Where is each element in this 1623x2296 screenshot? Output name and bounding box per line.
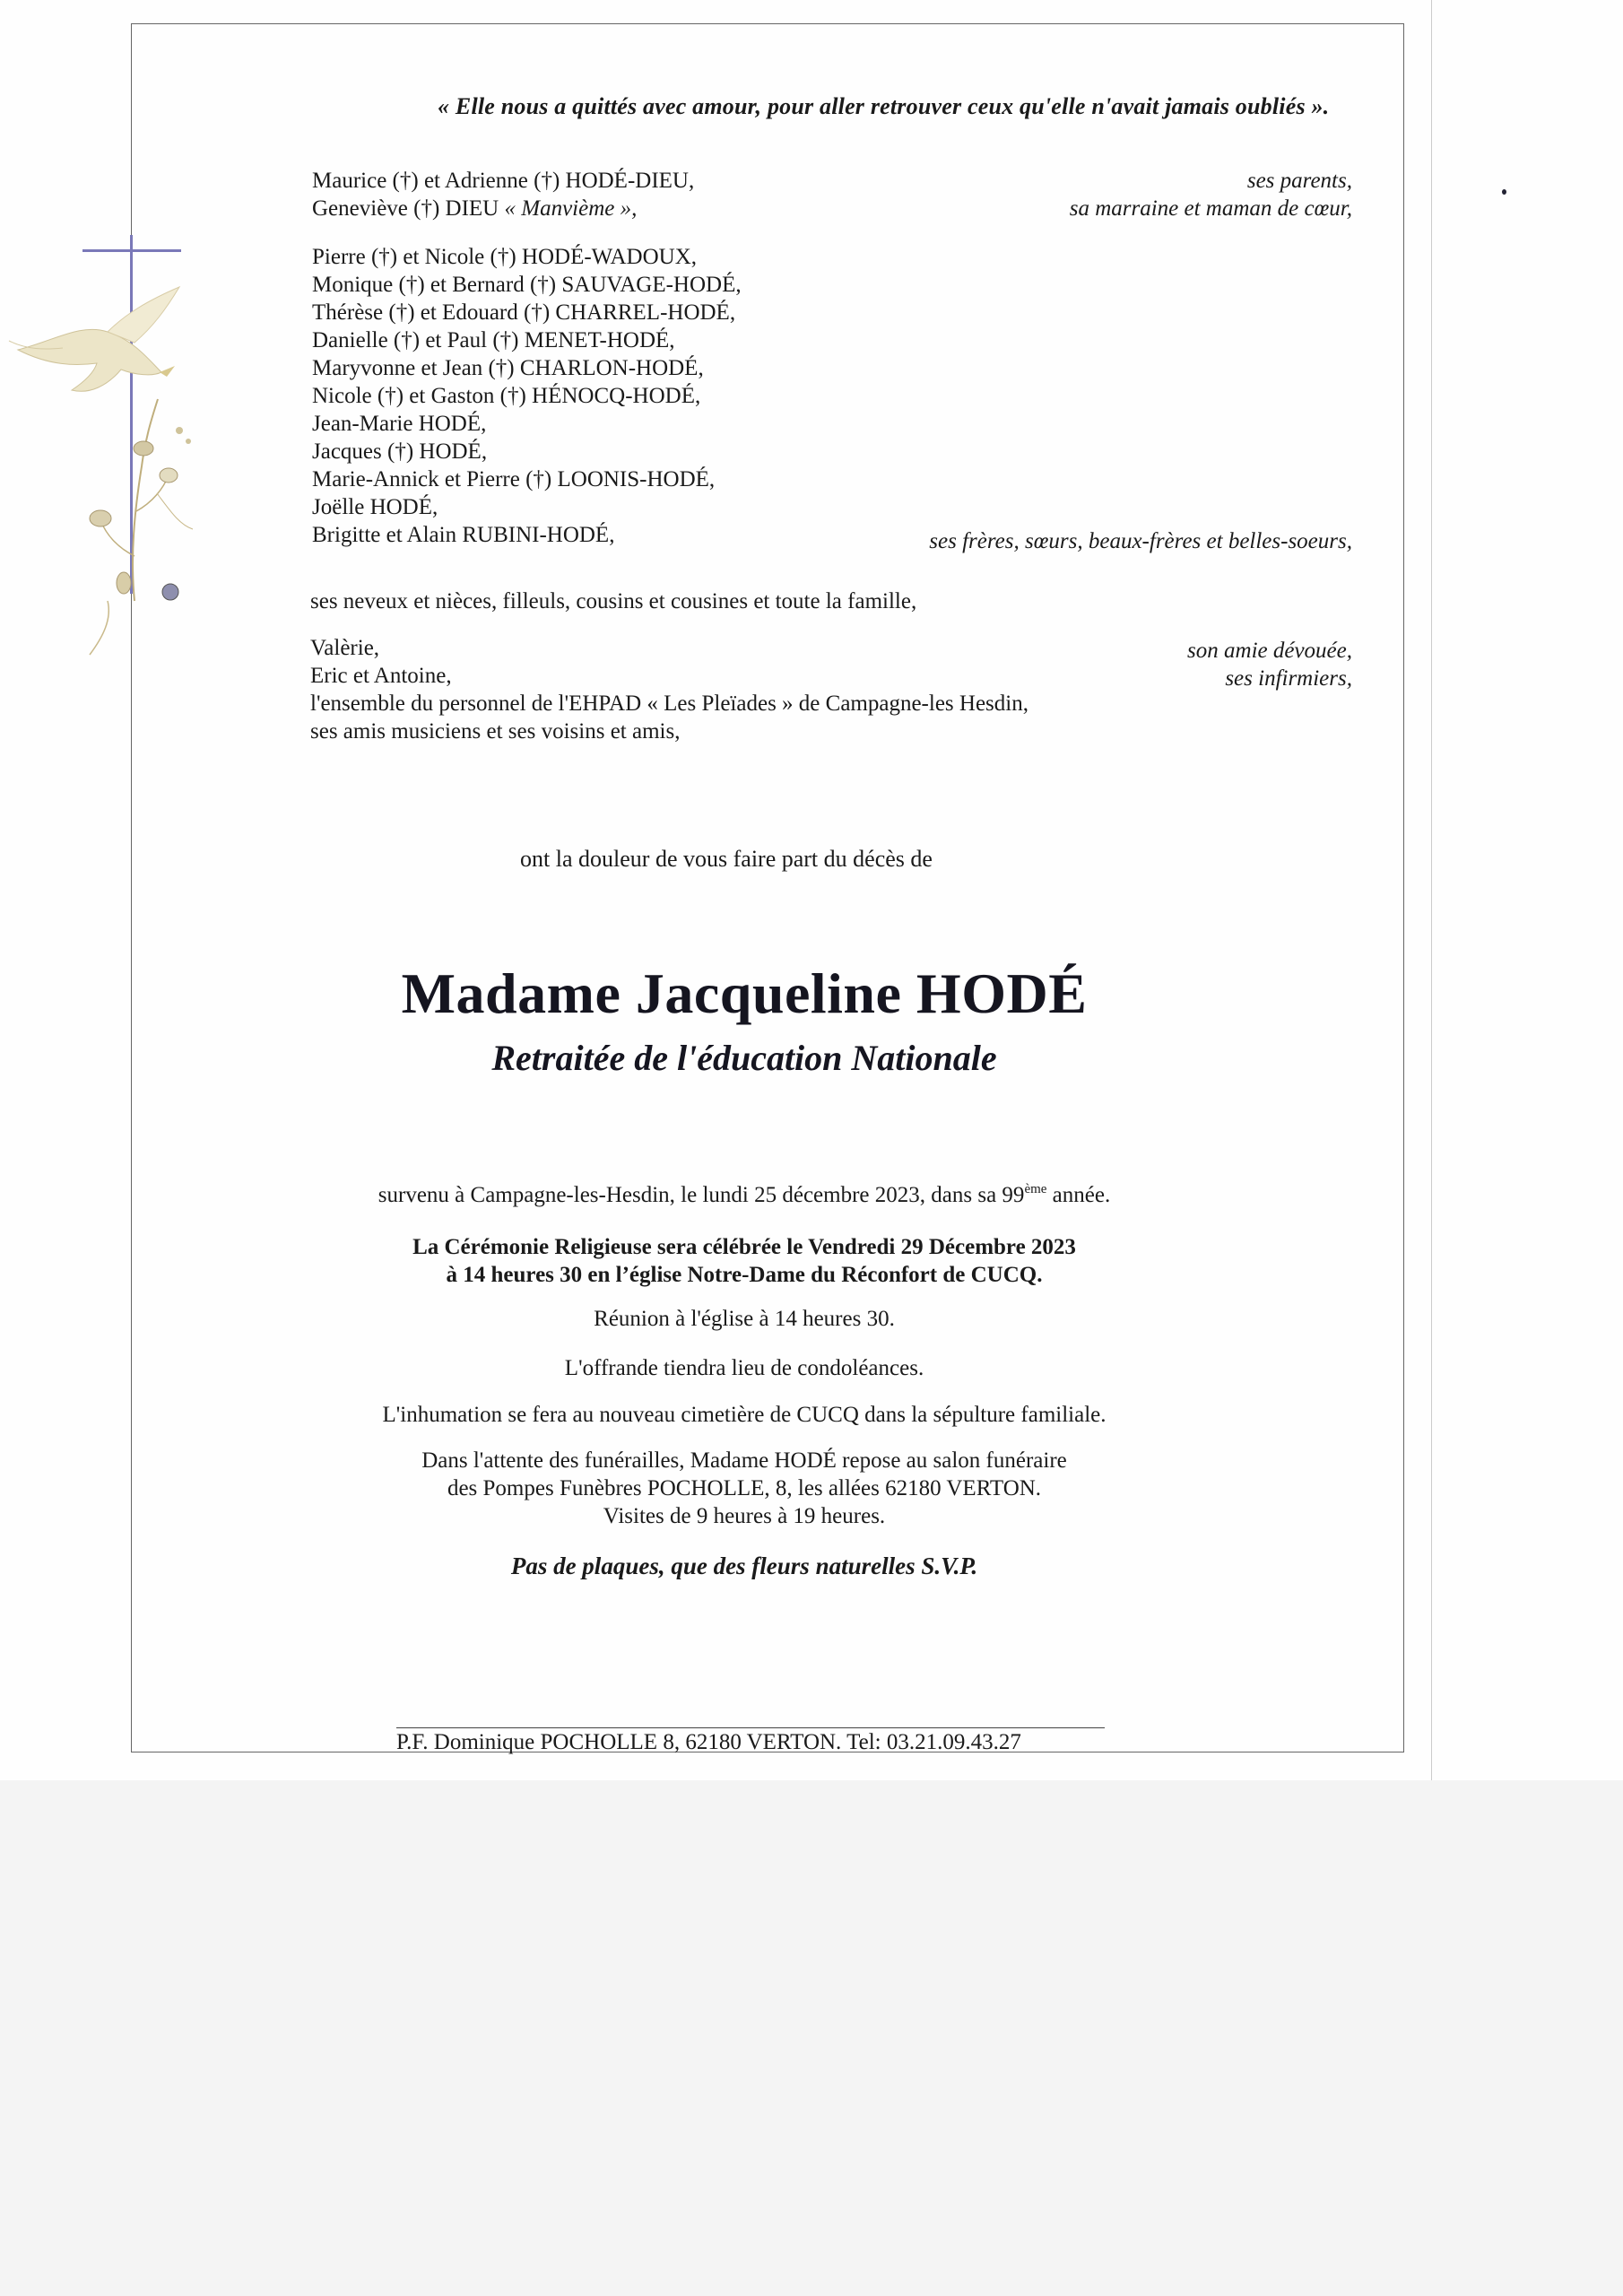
deceased-name: Madame Jacqueline HODÉ xyxy=(401,961,1088,1025)
extended-family-line: ses neveux et nièces, filleuls, cousins et cousines et toute la famille, xyxy=(310,589,917,613)
ceremony-details xyxy=(0,1233,1488,1289)
sibling-line: Marie-Annick et Pierre (†) LOONIS-HODÉ, xyxy=(312,467,716,491)
sibling-line: Danielle (†) et Paul (†) MENET-HODÉ, xyxy=(312,328,675,352)
cross-dove-decoration xyxy=(0,215,233,682)
sibling-line: Jacques (†) HODÉ, xyxy=(312,439,488,464)
relation-nurses: ses infirmiers, xyxy=(1225,666,1352,691)
death-details: survenu à Campagne-les-Hesdin, le lundi 25 décembre 2023, dans sa 99ème année. xyxy=(378,1182,1111,1207)
dove-icon xyxy=(9,287,179,391)
sibling-line: Maryvonne et Jean (†) CHARLON-HODÉ, xyxy=(312,356,704,380)
quote-text: « Elle nous a quittés avec amour, pour aller retrouver ceux qu'elle n'avait jamais oubliés ». xyxy=(438,93,1330,119)
scan-speck xyxy=(1502,189,1506,195)
sibling-line: Joëlle HODÉ, xyxy=(312,495,438,519)
viewing-line: des Pompes Funèbres POCHOLLE, 8, les allées 62180 VERTON. xyxy=(447,1476,1042,1500)
sibling-line: Nicole (†) et Gaston (†) HÉNOCQ-HODÉ, xyxy=(312,384,701,408)
friend-line: l'ensemble du personnel de l'EHPAD « Les Pleïades » de Campagne-les Hesdin, xyxy=(310,691,1028,716)
siblings-list xyxy=(312,243,742,549)
offering-line: L'offrande tiendra lieu de condoléances. xyxy=(564,1356,924,1380)
sibling-line: Thérèse (†) et Edouard (†) CHARREL-HODÉ, xyxy=(312,300,736,325)
ceremony-line: à 14 heures 30 en l’église Notre-Dame du Réconfort de CUCQ. xyxy=(446,1263,1043,1287)
godmother-line: Geneviève (†) DIEU « Manvième », xyxy=(312,196,638,221)
friend-line: Eric et Antoine, xyxy=(310,664,452,688)
siblings-relation: ses frères, sœurs, beaux-frères et belles-soeurs, xyxy=(929,529,1352,553)
friend-line: Valèrie, xyxy=(310,636,380,660)
relation-friend: son amie dévouée, xyxy=(1187,639,1352,663)
flowers-request: Pas de plaques, que des fleurs naturelles S.V.P. xyxy=(510,1552,978,1579)
friend-line: ses amis musiciens et ses voisins et amis, xyxy=(310,719,681,744)
flower-branch-icon xyxy=(90,399,193,655)
cross-horizontal xyxy=(82,249,181,252)
viewing-details xyxy=(0,1447,1488,1530)
burial-line: L'inhumation se fera au nouveau cimetière de CUCQ dans la sépulture familiale. xyxy=(382,1403,1107,1427)
parents-relations xyxy=(1070,167,1352,222)
friends-relations xyxy=(1187,637,1352,692)
ceremony-line: La Cérémonie Religieuse sera célébrée le Vendredi 29 Décembre 2023 xyxy=(412,1235,1076,1259)
viewing-line: Visites de 9 heures à 19 heures. xyxy=(603,1504,886,1528)
viewing-line: Dans l'attente des funérailles, Madame HODÉ repose au salon funéraire xyxy=(421,1448,1067,1473)
scan-bottom-area xyxy=(0,1780,1623,2296)
relation-parents: ses parents, xyxy=(1246,169,1352,193)
announcement-line: ont la douleur de vous faire part du décès de xyxy=(520,846,933,872)
sibling-line: Brigitte et Alain RUBINI-HODÉ, xyxy=(312,523,615,547)
relation-godmother: sa marraine et maman de cœur, xyxy=(1069,196,1352,221)
sibling-line: Pierre (†) et Nicole (†) HODÉ-WADOUX, xyxy=(312,245,698,269)
cross-vertical xyxy=(130,235,133,594)
parents-names xyxy=(312,167,694,222)
deceased-title: Retraitée de l'éducation Nationale xyxy=(491,1038,997,1078)
reunion-line: Réunion à l'église à 14 heures 30. xyxy=(594,1307,895,1331)
funeral-home-footer: P.F. Dominique POCHOLLE 8, 62180 VERTON. Tel: 03.21.09.43.27 xyxy=(396,1727,1105,1755)
godmother-nickname: « Manvième », xyxy=(504,196,638,221)
sibling-line: Jean-Marie HODÉ, xyxy=(312,412,487,436)
parents-line: Maurice (†) et Adrienne (†) HODÉ-DIEU, xyxy=(312,169,695,193)
sibling-line: Monique (†) et Bernard (†) SAUVAGE-HODÉ, xyxy=(312,273,742,297)
friends-list xyxy=(310,634,1028,745)
